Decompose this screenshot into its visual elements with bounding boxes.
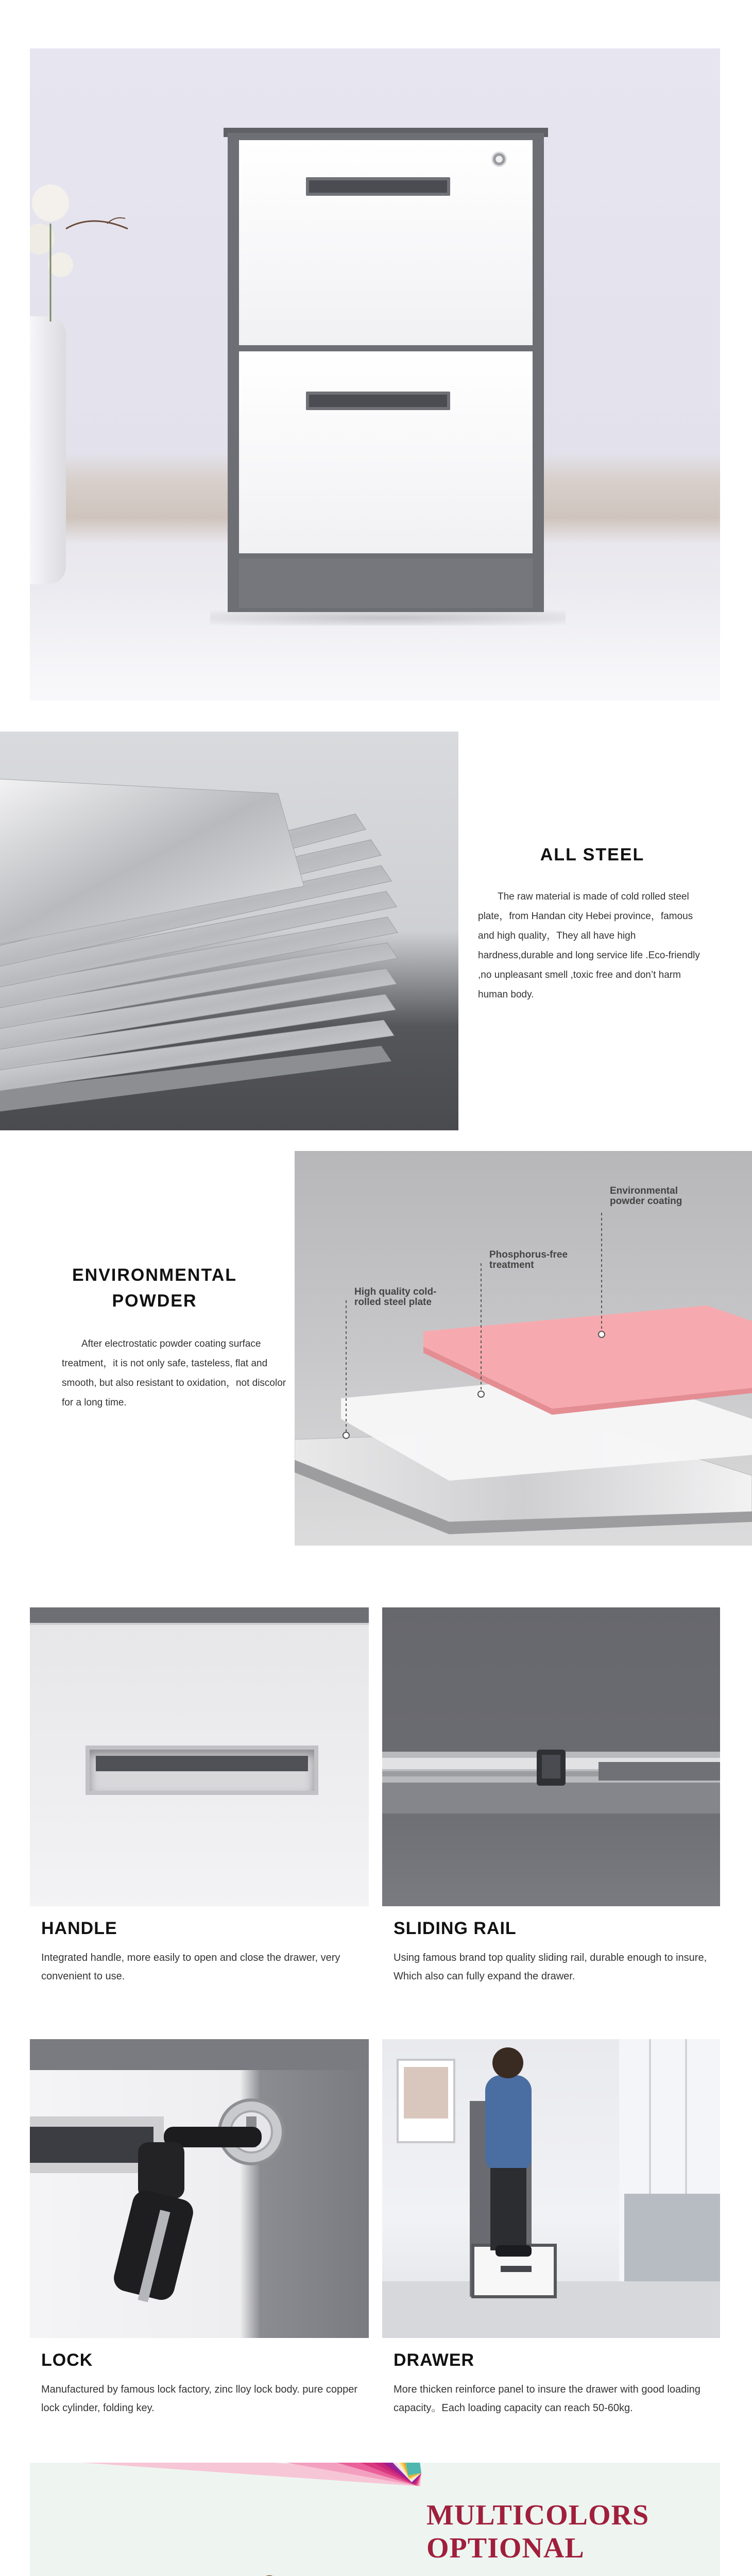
handle-slot	[96, 1756, 308, 1771]
sliding-rail-title: SLIDING RAIL	[394, 1919, 517, 1938]
lock-description: Manufactured by famous lock factory, zinc lloy lock body. pure copper lock cylinder, folding key.	[41, 2384, 357, 2414]
title-line-1: MULTICOLORS	[426, 2499, 650, 2531]
steel-plate-stack-illustration	[0, 732, 458, 1130]
bottom-drawer-handle	[306, 392, 450, 410]
decorative-flowers	[30, 167, 133, 337]
environmental-powder-description: After electrostatic powder coating surface treatment，it is not only safe, tasteless, flat and smooth, but also resistant to oxidation，not discolor for a long time.	[62, 1338, 286, 1408]
environmental-powder-title	[57, 1262, 252, 1314]
steel-plates-photo	[0, 732, 458, 1130]
lock-title: LOCK	[41, 2350, 93, 2370]
color-swatch-fan-illustration	[30, 2463, 432, 2576]
handle-title: HANDLE	[41, 1919, 117, 1938]
handle-closeup-photo	[30, 1607, 369, 1906]
cabinet-top-drawer	[239, 140, 533, 345]
cabinet-shadow	[210, 610, 566, 625]
callout-phosphorus-free	[489, 1250, 568, 1270]
lock-and-key-illustration	[30, 2039, 369, 2338]
callout-powder-coating	[610, 1186, 682, 1207]
all-steel-description: The raw material is made of cold rolled steel plate，from Handan city Hebei province，famous and high quality，They all have high hardness,durable and long service life .Eco-friendly ,no unpleasant smell ,toxic free and don’t harm human body.	[478, 891, 700, 1000]
vase	[30, 316, 66, 584]
lock-closeup-photo	[30, 2039, 369, 2338]
hero-cabinet-photo	[30, 48, 720, 701]
drawer-description: More thicken reinforce panel to insure the drawer with good loading capacity。Each loading capacity can reach 50-60kg.	[394, 2384, 700, 2414]
drawer-title: DRAWER	[394, 2350, 475, 2370]
callout-line: High quality cold-	[354, 1286, 437, 1297]
lock-icon	[491, 151, 507, 167]
title-line-2: OPTIONAL	[426, 2532, 585, 2564]
handle-description: Integrated handle, more easily to open and close the drawer, very convenient to use.	[41, 1952, 340, 1982]
rail-illustration	[382, 1607, 720, 1906]
drawer-load-photo	[382, 2039, 720, 2338]
cabinet-bottom-drawer	[239, 351, 533, 553]
title-line-1: ENVIRONMENTAL	[72, 1265, 237, 1285]
cabinet-edge	[30, 1607, 369, 1623]
powder-coating-layers-diagram	[295, 1151, 752, 1546]
callout-line: powder coating	[610, 1196, 682, 1207]
top-drawer-handle	[306, 177, 450, 196]
title-line-2: POWDER	[112, 1291, 197, 1311]
callout-line: rolled steel plate	[354, 1297, 432, 1308]
multicolors-title	[426, 2499, 694, 2565]
person-standing-on-drawer-illustration	[382, 2039, 720, 2338]
callout-line: Environmental	[610, 1185, 678, 1196]
drawer-gap	[30, 1623, 369, 1625]
cabinet-base	[239, 558, 533, 608]
callout-steel-plate	[354, 1287, 436, 1308]
all-steel-title: ALL STEEL	[540, 845, 645, 865]
sliding-rail-photo	[382, 1607, 720, 1906]
sliding-rail-description: Using famous brand top quality sliding rail, durable enough to insure, Which also can fully expand the drawer.	[394, 1952, 707, 1982]
callout-line: treatment	[489, 1260, 534, 1270]
callout-line: Phosphorus-free	[489, 1249, 568, 1260]
coating-layers-illustration	[295, 1151, 752, 1546]
